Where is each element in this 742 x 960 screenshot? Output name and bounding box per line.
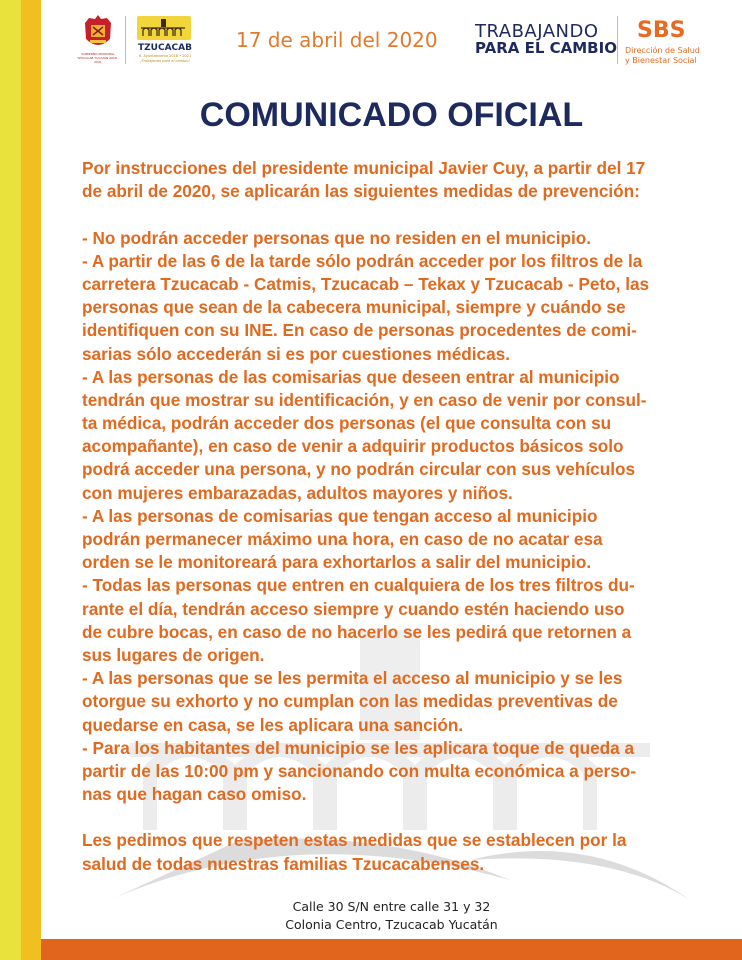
body-line: partir de las 10:00 pm y sancionando con multa económica a perso-	[82, 760, 636, 781]
body-line: con mujeres embarazadas, adultos mayores y niños.	[82, 482, 513, 503]
page-title: COMUNICADO OFICIAL	[199, 96, 584, 134]
municipal-crest-logo	[83, 15, 113, 51]
body-line	[82, 203, 732, 226]
body-line: rante el día, tendrán acceso siempre y cuando estén haciendo uso	[82, 598, 625, 619]
body-line: - A las personas de las comisarias que deseen entrar al municipio	[82, 366, 620, 387]
body-line: carretera Tzucacab - Catmis, Tzucacab – Tekax y Tzucacab - Peto, las	[82, 273, 650, 294]
divider	[617, 16, 618, 64]
body-line: acompañante), en caso de venir a adquirir productos básicos solo	[82, 436, 624, 457]
body-line: salud de todas nuestras familias Tzucacabenses.	[82, 853, 485, 874]
body-line	[82, 806, 732, 829]
slogan-line1: TRABAJANDO	[475, 21, 599, 42]
left-stripe-yellow	[0, 0, 21, 960]
address	[41, 898, 742, 934]
address-line2: Colonia Centro, Tzucacab Yucatán	[285, 917, 498, 932]
crest-caption: GOBIERNO MUNICIPAL TZUCACAB YUCATÁN 2018 - 2021	[77, 52, 119, 64]
body-line: - Todas las personas que entren en cualquiera de los tres filtros du-	[82, 575, 635, 596]
bottom-bar	[41, 939, 742, 960]
tzucacab-logo	[137, 16, 191, 40]
body-line: tendrán que mostrar su identificación, y en caso de venir por consul-	[82, 389, 647, 410]
body-line: podrá acceder una persona, y no podrán circular con sus vehículos	[82, 459, 636, 480]
communique-body	[82, 157, 732, 876]
sbs-logo-subtitle: Dirección de Salud y Bienestar Social	[625, 46, 700, 65]
body-line: ta médica, podrán acceder dos personas (el que consulta con su	[82, 413, 612, 434]
body-line: - A las personas de comisarias que tengan acceso al municipio	[82, 505, 598, 526]
address-line1: Calle 30 S/N entre calle 31 y 32	[292, 899, 491, 914]
body-line: podrán permanecer máximo una hora, en caso de no acatar esa	[82, 529, 603, 549]
body-line: - Para los habitantes del municipio se les aplicara toque de queda a	[82, 737, 635, 758]
body-line: de cubre bocas, en caso de no hacerlo se les pedirá que retornen a	[82, 621, 632, 642]
tzucacab-logo-sub: H. Ayuntamiento 2018 • 2021 ¡Trabajando para el cambio!	[138, 54, 192, 63]
body-line: nas que hagan caso omiso.	[82, 784, 307, 805]
body-line: - A partir de las 6 de la tarde sólo podrán acceder por los filtros de la	[82, 250, 643, 271]
tzucacab-logo-name: TZUCACAB	[138, 43, 192, 53]
date: 17 de abril del 2020	[236, 28, 438, 52]
sbs-logo-title: SBS	[637, 18, 686, 43]
body-line: otorgue su exhorto y no cumplan con las medidas preventivas de	[82, 691, 618, 712]
body-line: - No podrán acceder personas que no residen en el municipio.	[82, 227, 592, 248]
body-line: identifiquen con su INE. En caso de personas procedentes de comi-	[82, 320, 637, 341]
body-line: sus lugares de origen.	[82, 644, 265, 665]
slogan-line2: PARA EL CAMBIO	[475, 39, 617, 57]
body-line: Por instrucciones del presidente municipal Javier Cuy, a partir del 17	[82, 158, 646, 178]
divider	[125, 16, 126, 64]
body-line: quedarse en casa, se les aplicara una sanción.	[82, 714, 464, 735]
body-line: sarias sólo accederán si es por cuestiones médicas.	[82, 343, 510, 364]
body-line: orden se le monitoreará para exhortarlos a salir del municipio.	[82, 552, 592, 573]
header	[41, 0, 742, 75]
left-stripe-gold	[21, 0, 41, 960]
body-line: de abril de 2020, se aplicarán las siguientes medidas de prevención:	[82, 181, 640, 202]
body-line: - A las personas que se les permita el acceso al municipio y se les	[82, 668, 623, 689]
body-line: personas que sean de la cabecera municipal, siempre y cuándo se	[82, 297, 626, 318]
body-line: Les pedimos que respeten estas medidas que se establecen por la	[82, 830, 627, 851]
